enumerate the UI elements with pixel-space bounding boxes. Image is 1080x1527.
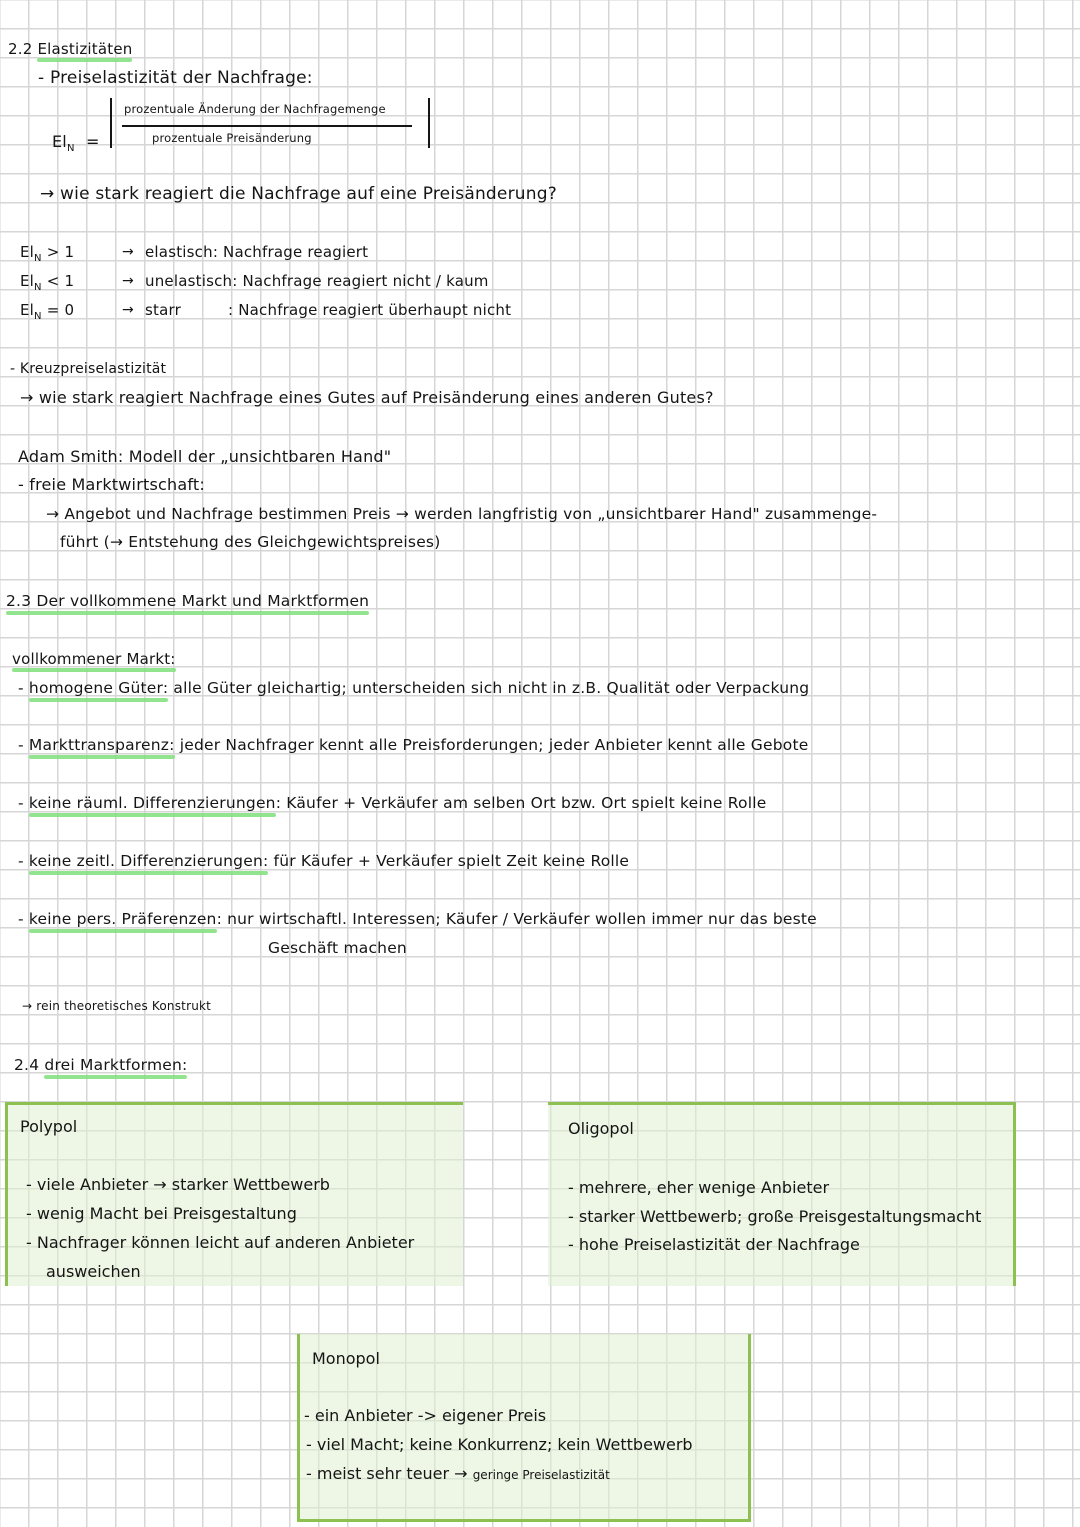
arrow-icon: → [122, 302, 134, 318]
case-text [145, 274, 489, 289]
price-elasticity-subtitle: - Preiselastizität der Nachfrage: [38, 68, 313, 88]
oligopol-item: - starker Wettbewerb; große Preisgestaltungsmacht [568, 1207, 982, 1226]
oligopol-item: - mehrere, eher wenige Anbieter [568, 1178, 830, 1197]
smith-subtitle: - freie Marktwirtschaft: [18, 475, 205, 494]
case-operator: = 0 [46, 301, 75, 319]
case-lhs-sub: N [34, 253, 42, 264]
formula-lhs [52, 134, 100, 154]
monopol-title: Monopol [312, 1349, 380, 1368]
case-lhs-sub: N [34, 282, 42, 293]
formula-denominator: prozentuale Preisänderung [152, 131, 312, 145]
case-desc: : Nachfrage reagiert überhaupt nicht [228, 301, 512, 319]
oligopol-item: - hohe Preiselastizität der Nachfrage [568, 1235, 860, 1254]
abs-bar-right [428, 98, 430, 148]
market-item-desc: jeder Nachfrager kennt alle Preisforderungen; jeder Anbieter kennt alle Gebote [179, 736, 809, 754]
market-item-term: keine räuml. Differenzierungen [28, 794, 276, 812]
cross-elasticity-title: - Kreuzpreiselastizität [10, 361, 167, 377]
polypol-item: - Nachfrager können leicht auf anderen Anbieter [26, 1233, 415, 1252]
perfect-market-subheading [12, 652, 176, 667]
case-lhs [20, 245, 74, 264]
case-lhs-text: El [20, 272, 35, 290]
oligopol-title: Oligopol [568, 1119, 634, 1138]
market-item-desc: : Käufer + Verkäufer am selben Ort bzw. Ort spielt keine Rolle [275, 794, 767, 812]
fraction-line [122, 125, 412, 127]
section-number: 2.4 [14, 1056, 40, 1074]
market-item-term: keine zeitl. Differenzierungen: [28, 852, 269, 870]
monopol-item: - viel Macht; keine Konkurrenz; kein Wettbewerb [306, 1435, 693, 1454]
case-label: elastisch: [145, 243, 219, 261]
market-item: - keine pers. Präferenzen: nur wirtschaftl. Interessen; Käufer / Verkäufer wollen immer nur das beste [18, 910, 817, 928]
case-operator: < 1 [46, 272, 75, 290]
polypol-item: - viele Anbieter → starker Wettbewerb [26, 1175, 330, 1194]
case-lhs [20, 303, 74, 322]
monopol-box [297, 1334, 751, 1522]
market-item-desc: : nur wirtschaftl. Interessen; Käufer / Verkäufer wollen immer nur das beste [216, 910, 817, 928]
case-desc: Nachfrage reagiert nicht / kaum [242, 272, 489, 290]
case-desc: Nachfrage reagiert [223, 243, 369, 261]
section-2-3-heading [6, 594, 369, 610]
monopol-item-small-text: geringe Preiselastizität [472, 1468, 610, 1482]
monopol-item-text: - meist sehr teuer → [306, 1464, 468, 1483]
formula-lhs-sub: N [66, 143, 75, 155]
case-lhs-text: El [20, 301, 35, 319]
formula-equals: = [85, 132, 100, 151]
market-item-continuation: Geschäft machen [268, 939, 407, 957]
monopol-item: - ein Anbieter -> eigener Preis [304, 1406, 547, 1425]
smith-line-2: führt (→ Entstehung des Gleichgewichtspreises) [60, 533, 441, 551]
market-item-desc: für Käufer + Verkäufer spielt Zeit keine Rolle [273, 852, 630, 870]
market-item: - homogene Güter: alle Güter gleichartig; unterscheiden sich nicht in z.B. Qualität oder Verpackung [18, 679, 810, 697]
monopol-item [306, 1464, 610, 1483]
polypol-box [5, 1102, 463, 1286]
section-title [44, 1058, 187, 1074]
section-2-4-heading [14, 1058, 187, 1074]
perfect-market-subheading-text: vollkommener Markt: [12, 650, 176, 668]
case-lhs [20, 274, 74, 293]
cross-elasticity-question: → wie stark reagiert Nachfrage eines Gutes auf Preisänderung eines anderen Gutes? [20, 388, 714, 407]
market-item: - keine zeitl. Differenzierungen: für Käufer + Verkäufer spielt Zeit keine Rolle [18, 852, 630, 870]
section-2-3-title-wrap [6, 594, 369, 610]
polypol-item-continuation: ausweichen [46, 1262, 141, 1281]
section-number: 2.3 [6, 592, 32, 610]
polypol-item: - wenig Macht bei Preisgestaltung [26, 1204, 297, 1223]
elasticity-question: → wie stark reagiert die Nachfrage auf eine Preisänderung? [40, 184, 557, 204]
section-title-colon: : [182, 1056, 188, 1074]
market-item: - Markttransparenz: jeder Nachfrager kennt alle Preisforderungen; jeder Anbieter kennt alle Gebote [18, 736, 809, 754]
formula-numerator: prozentuale Änderung der Nachfragemenge [124, 102, 386, 116]
case-lhs-sub: N [34, 311, 42, 322]
oligopol-box [548, 1102, 1016, 1286]
market-item: - keine räuml. Differenzierungen: Käufer + Verkäufer am selben Ort bzw. Ort spielt keine Rolle [18, 794, 767, 812]
arrow-icon: → [122, 244, 134, 260]
smith-line-1: → Angebot und Nachfrage bestimmen Preis → werden langfristig von „unsichtbarer Hand" zusammenge- [46, 505, 878, 523]
case-label: starr [145, 301, 181, 319]
abs-bar-left [110, 98, 112, 148]
case-operator: > 1 [46, 243, 75, 261]
arrow-icon: → [122, 273, 134, 289]
market-item-term: Markttransparenz: [28, 736, 175, 754]
section-title: Elastizitäten [37, 40, 133, 58]
section-number: 2.2 [8, 40, 33, 58]
section-title: Der vollkommene Markt und Marktformen [36, 592, 370, 610]
polypol-title: Polypol [20, 1117, 78, 1136]
case-lhs-text: El [20, 243, 35, 261]
market-item-desc: alle Güter gleichartig; unterscheiden sich nicht in z.B. Qualität oder Verpackung [173, 679, 810, 697]
theoretical-note: → rein theoretisches Konstrukt [22, 999, 212, 1013]
market-item-term: keine pers. Präferenzen [28, 910, 217, 928]
market-item-term: homogene Güter: [28, 679, 169, 697]
formula-lhs-text: El [52, 132, 67, 151]
case-label: unelastisch: [145, 272, 238, 290]
smith-title: Adam Smith: Modell der „unsichtbaren Hand" [18, 447, 392, 466]
section-title-text: drei Marktformen [44, 1056, 183, 1074]
section-2-2-heading [8, 42, 132, 57]
case-text [145, 245, 368, 260]
